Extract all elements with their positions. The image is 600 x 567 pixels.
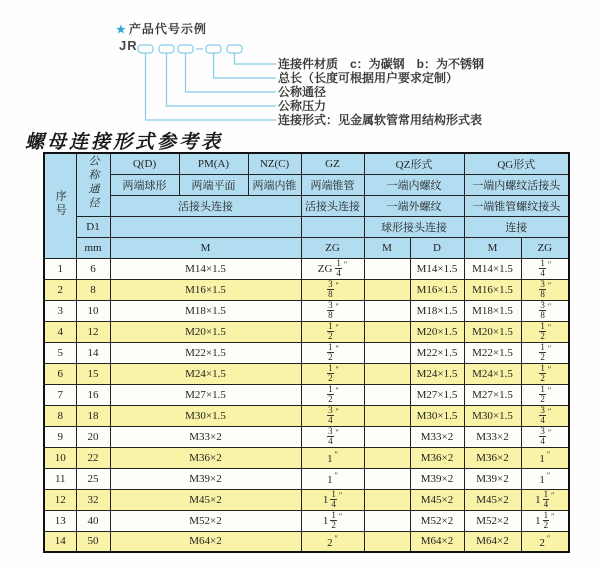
table-row [44, 405, 569, 426]
cell-qz-d: M22×1.5 [410, 342, 464, 363]
cell-gz-size: $\frac{3}{8}$ ″ [301, 300, 364, 321]
cell-gz-size: 2 ″ [301, 531, 364, 552]
cell-qz-d: M18×1.5 [410, 300, 464, 321]
cell-m-thread: M30×1.5 [110, 405, 301, 426]
cell-gz-size: 1 $\frac{1}{4}$ ″ [301, 489, 364, 510]
cell-m-thread: M14×1.5 [110, 258, 301, 279]
cell-seq: 4 [44, 321, 76, 342]
cell-dn: 32 [76, 489, 110, 510]
cell-dn: 14 [76, 342, 110, 363]
header-m-label: M [110, 237, 301, 258]
cell-m-thread: M16×1.5 [110, 279, 301, 300]
header-qg-sub2: 一端锥管螺纹接头 [464, 195, 569, 216]
cell-seq: 11 [44, 468, 76, 489]
header-qz-sub2: 一端外螺纹 [364, 195, 464, 216]
header-qg-sub1: 一端内螺纹活接头 [464, 174, 569, 195]
cell-gz-size: $\frac{1}{2}$ ″ [301, 363, 364, 384]
header-qz-sub1: 一端内螺纹 [364, 174, 464, 195]
cell-dn: 12 [76, 321, 110, 342]
cell-qg-zg: 1 $\frac{1}{4}$ ″ [521, 489, 569, 510]
code-label-pressure: 公称压力 [278, 99, 327, 113]
cell-qz-d: M24×1.5 [410, 363, 464, 384]
table-row [44, 489, 569, 510]
cell-qg-m: M30×1.5 [464, 405, 521, 426]
code-box-1 [138, 45, 153, 53]
cell-gz-size: $\frac{1}{2}$ ″ [301, 384, 364, 405]
cell-gz-size: 1 ″ [301, 468, 364, 489]
cell-seq: 13 [44, 510, 76, 531]
cell-gz-size: 1 ″ [301, 447, 364, 468]
cell-qz-d: M27×1.5 [410, 384, 464, 405]
header-col-qg: QG形式 [464, 153, 569, 174]
cell-qz-m [364, 342, 410, 363]
header-col-nz: NZ(C) [248, 153, 301, 174]
cell-qz-d: M33×2 [410, 426, 464, 447]
table-row [44, 447, 569, 468]
table-row [44, 363, 569, 384]
cell-qz-m [364, 510, 410, 531]
cell-qg-zg: $\frac{1}{2}$ ″ [521, 342, 569, 363]
header-zg-label: ZG [301, 237, 364, 258]
header-gz-connection: 活接头连接 [301, 195, 364, 216]
table-row [44, 342, 569, 363]
cell-qg-m: M16×1.5 [464, 279, 521, 300]
header-col-qz: QZ形式 [364, 153, 464, 174]
cell-m-thread: M45×2 [110, 489, 301, 510]
cell-dn: 10 [76, 300, 110, 321]
product-code-title-text: 产品代号示例 [128, 22, 207, 36]
product-code-title [116, 20, 207, 37]
cell-seq: 2 [44, 279, 76, 300]
cell-dn: 50 [76, 531, 110, 552]
code-label-length: 总长（长度可根据用户要求定制） [278, 71, 459, 85]
header-blank-gz [301, 216, 364, 237]
cell-qg-m: M20×1.5 [464, 321, 521, 342]
cell-seq: 12 [44, 489, 76, 510]
cell-gz-size: $\frac{1}{2}$ ″ [301, 342, 364, 363]
cell-m-thread: M33×2 [110, 426, 301, 447]
cell-m-thread: M64×2 [110, 531, 301, 552]
cell-qg-zg: $\frac{1}{2}$ ″ [521, 363, 569, 384]
cell-qg-zg: $\frac{3}{4}$ ″ [521, 405, 569, 426]
cell-dn: 22 [76, 447, 110, 468]
cell-seq: 3 [44, 300, 76, 321]
code-label-diameter: 公称通径 [278, 85, 327, 99]
cell-dn: 6 [76, 258, 110, 279]
header-q-sub: 两端球形 [110, 174, 179, 195]
cell-seq: 8 [44, 405, 76, 426]
header-qz-m-label: M [364, 237, 410, 258]
header-union-connection: 活接头连接 [110, 195, 301, 216]
header-gz-sub: 两端锥管 [301, 174, 364, 195]
cell-qz-d: M36×2 [410, 447, 464, 468]
cell-qg-zg: 1 $\frac{1}{2}$ ″ [521, 510, 569, 531]
cell-qz-m [364, 489, 410, 510]
cell-qg-m: M24×1.5 [464, 363, 521, 384]
table-row [44, 258, 569, 279]
code-label-material: 连接件材质 c：为碳钢 b：为不锈钢 [278, 57, 485, 71]
star-icon: ★ [116, 24, 127, 36]
table-row [44, 468, 569, 489]
table-row [44, 531, 569, 552]
header-blank-m [110, 216, 301, 237]
nut-connection-table [43, 152, 570, 553]
header-d1: D1 [76, 216, 110, 237]
cell-qg-zg: $\frac{3}{8}$ ″ [521, 279, 569, 300]
cell-qg-m: M39×2 [464, 468, 521, 489]
cell-m-thread: M18×1.5 [110, 300, 301, 321]
header-qg-connection: 连接 [464, 216, 569, 237]
cell-qg-m: M22×1.5 [464, 342, 521, 363]
table-title: 螺母连接形式参考表 [25, 132, 224, 153]
header-nz-sub: 两端内锥 [248, 174, 301, 195]
cell-qg-zg: $\frac{1}{2}$ ″ [521, 321, 569, 342]
code-box-5 [227, 45, 242, 53]
cell-qz-d: M16×1.5 [410, 279, 464, 300]
cell-gz-size: $\frac{3}{4}$ ″ [301, 426, 364, 447]
cell-qg-zg: 1 ″ [521, 447, 569, 468]
cell-qz-d: M20×1.5 [410, 321, 464, 342]
cell-dn: 8 [76, 279, 110, 300]
cell-m-thread: M52×2 [110, 510, 301, 531]
cell-qz-m [364, 258, 410, 279]
cell-qg-zg: $\frac{3}{4}$ ″ [521, 426, 569, 447]
cell-m-thread: M22×1.5 [110, 342, 301, 363]
cell-qz-d: M45×2 [410, 489, 464, 510]
cell-qz-m [364, 531, 410, 552]
cell-m-thread: M39×2 [110, 468, 301, 489]
cell-qz-m [364, 321, 410, 342]
cell-qz-m [364, 468, 410, 489]
cell-qg-zg: $\frac{1}{2}$ ″ [521, 384, 569, 405]
cell-seq: 5 [44, 342, 76, 363]
cell-qg-m: M52×2 [464, 510, 521, 531]
cell-qg-m: M18×1.5 [464, 300, 521, 321]
header-qg-m-label: M [464, 237, 521, 258]
cell-m-thread: M36×2 [110, 447, 301, 468]
cell-qz-d: M52×2 [410, 510, 464, 531]
cell-gz-size: ZG $\frac{1}{4}$ ″ [301, 258, 364, 279]
cell-seq: 14 [44, 531, 76, 552]
cell-dn: 25 [76, 468, 110, 489]
cell-m-thread: M20×1.5 [110, 321, 301, 342]
cell-seq: 1 [44, 258, 76, 279]
cell-qz-m [364, 426, 410, 447]
cell-qg-zg: $\frac{3}{8}$ ″ [521, 300, 569, 321]
product-code-prefix: JR [119, 38, 138, 53]
cell-gz-size: $\frac{3}{4}$ ″ [301, 405, 364, 426]
cell-qg-m: M45×2 [464, 489, 521, 510]
header-mm: mm [76, 237, 110, 258]
code-label-connection: 连接形式：见金属软管常用结构形式表 [278, 113, 483, 127]
cell-qg-m: M36×2 [464, 447, 521, 468]
header-qz-connection: 球形接头连接 [364, 216, 464, 237]
cell-qz-m [364, 405, 410, 426]
table-row [44, 426, 569, 447]
cell-qz-d: M64×2 [410, 531, 464, 552]
cell-qz-m [364, 363, 410, 384]
cell-qg-m: M14×1.5 [464, 258, 521, 279]
cell-dn: 20 [76, 426, 110, 447]
table-row [44, 321, 569, 342]
header-col-gz: GZ [301, 153, 364, 174]
cell-gz-size: $\frac{3}{8}$ ″ [301, 279, 364, 300]
cell-qz-d: M14×1.5 [410, 258, 464, 279]
cell-qz-m [364, 300, 410, 321]
table-row [44, 279, 569, 300]
cell-qz-d: M39×2 [410, 468, 464, 489]
cell-dn: 15 [76, 363, 110, 384]
header-col-pm: PM(A) [179, 153, 248, 174]
header-qg-zg-label: ZG [521, 237, 569, 258]
cell-qg-zg: 1 ″ [521, 468, 569, 489]
cell-seq: 6 [44, 363, 76, 384]
cell-seq: 10 [44, 447, 76, 468]
header-qz-d-label: D [410, 237, 464, 258]
cell-qg-zg: 2 ″ [521, 531, 569, 552]
cell-qg-zg: $\frac{1}{4}$ ″ [521, 258, 569, 279]
cell-dn: 16 [76, 384, 110, 405]
header-pm-sub: 两端平面 [179, 174, 248, 195]
code-box-3 [178, 45, 193, 53]
table-row [44, 384, 569, 405]
cell-qg-m: M33×2 [464, 426, 521, 447]
cell-qz-d: M30×1.5 [410, 405, 464, 426]
cell-seq: 7 [44, 384, 76, 405]
cell-seq: 9 [44, 426, 76, 447]
table-row [44, 510, 569, 531]
cell-qg-m: M64×2 [464, 531, 521, 552]
cell-qz-m [364, 447, 410, 468]
header-col-q: Q(D) [110, 153, 179, 174]
code-box-4 [206, 45, 221, 53]
cell-qg-m: M27×1.5 [464, 384, 521, 405]
cell-dn: 18 [76, 405, 110, 426]
cell-dn: 40 [76, 510, 110, 531]
cell-m-thread: M27×1.5 [110, 384, 301, 405]
header-dn: 公称通径 [76, 153, 110, 216]
cell-m-thread: M24×1.5 [110, 363, 301, 384]
cell-gz-size: 1 $\frac{1}{2}$ ″ [301, 510, 364, 531]
header-seq: 序号 [44, 153, 76, 258]
cell-qz-m [364, 384, 410, 405]
table-row [44, 300, 569, 321]
cell-gz-size: $\frac{1}{2}$ ″ [301, 321, 364, 342]
code-box-2 [159, 45, 174, 53]
cell-qz-m [364, 279, 410, 300]
